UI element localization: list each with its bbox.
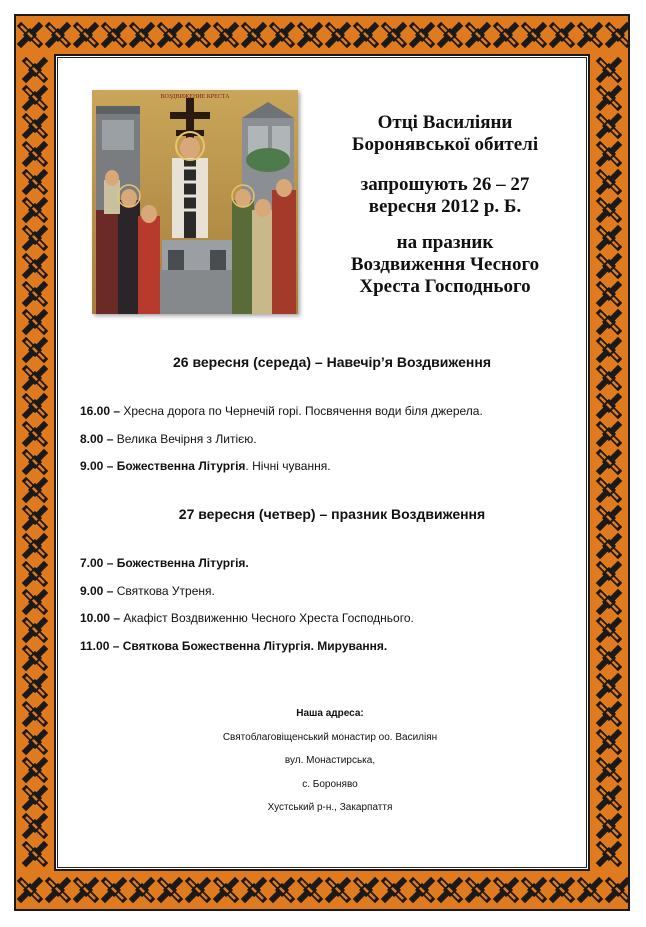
feast-line-2: Воздвиження Чесного: [350, 254, 540, 275]
schedule-separator: –: [103, 459, 117, 473]
invite-line-1: запрошують 26 – 27: [360, 174, 530, 195]
schedule-text: . Нічні чування.: [245, 459, 331, 473]
schedule-separator: –: [103, 583, 117, 598]
feast-heading: [300, 232, 590, 298]
schedule-text: Акафіст Воздвиженню Чесного Хреста Господнього.: [123, 611, 414, 625]
schedule-bold-text: Святкова Божественна Літургія. Мирування.: [122, 638, 388, 653]
day1-schedule: [80, 403, 580, 486]
address-line-3: с. Бороняво: [302, 778, 358, 790]
invite-line-2: вересня 2012 р. Б.: [368, 196, 522, 217]
invite-heading: [300, 174, 590, 218]
schedule-time: 8.00: [80, 431, 104, 446]
schedule-separator: –: [109, 638, 123, 653]
schedule-item: [80, 638, 580, 666]
day1-heading: 26 вересня (середа) – Навечір’я Воздвиження: [172, 354, 491, 370]
schedule-time: 9.00: [80, 459, 104, 473]
day2-schedule: [80, 555, 580, 665]
hosts-heading: [300, 112, 590, 156]
schedule-bold-text: Божественна Літургія.: [116, 556, 249, 570]
exaltation-of-the-cross-icon: [92, 90, 298, 314]
schedule-item: [80, 431, 580, 459]
schedule-item: [80, 583, 580, 611]
address-title: Наша адреса:: [296, 708, 364, 719]
icon-painting: [92, 90, 298, 314]
hosts-line-2: Боронявської обителі: [351, 134, 539, 155]
schedule-text: Велика Вечірня з Литією.: [116, 431, 257, 446]
schedule-text: Святкова Утреня.: [116, 583, 215, 598]
schedule-bold-text: Божественна Літургія: [116, 459, 246, 473]
schedule-text: Хресна дорога по Чернечій горі. Посвячення води біля джерела.: [123, 404, 483, 418]
schedule-time: 11.00: [80, 638, 110, 653]
schedule-time: 9.00: [80, 583, 104, 598]
address-line-1: Святоблаговіщенський монастир оо. Василіян: [222, 731, 438, 743]
schedule-item: [80, 458, 580, 486]
schedule-item: [80, 403, 580, 431]
schedule-time: 10.00: [80, 611, 111, 625]
schedule-time: 16.00: [80, 404, 111, 418]
day2-heading: 27 вересня (четвер) – празник Воздвиження: [178, 506, 486, 522]
schedule-separator: –: [103, 556, 117, 570]
schedule-separator: –: [103, 431, 117, 446]
schedule-separator: –: [110, 404, 124, 418]
feast-line-1: на празник: [396, 232, 494, 253]
address-block: [150, 708, 510, 826]
schedule-item: [80, 555, 580, 583]
hosts-line-1: Отці Василіяни: [377, 112, 513, 133]
icon-caption: ВОЗДВИЖЕНИЕ КРЕСТА: [160, 94, 230, 100]
address-line-4: Хустський р-н., Закарпаття: [267, 802, 393, 813]
feast-line-3: Хреста Господнього: [359, 276, 531, 297]
schedule-time: 7.00: [80, 556, 104, 570]
address-line-2: вул. Монастирська,: [284, 755, 376, 766]
schedule-item: [80, 610, 580, 638]
schedule-separator: –: [110, 611, 124, 625]
